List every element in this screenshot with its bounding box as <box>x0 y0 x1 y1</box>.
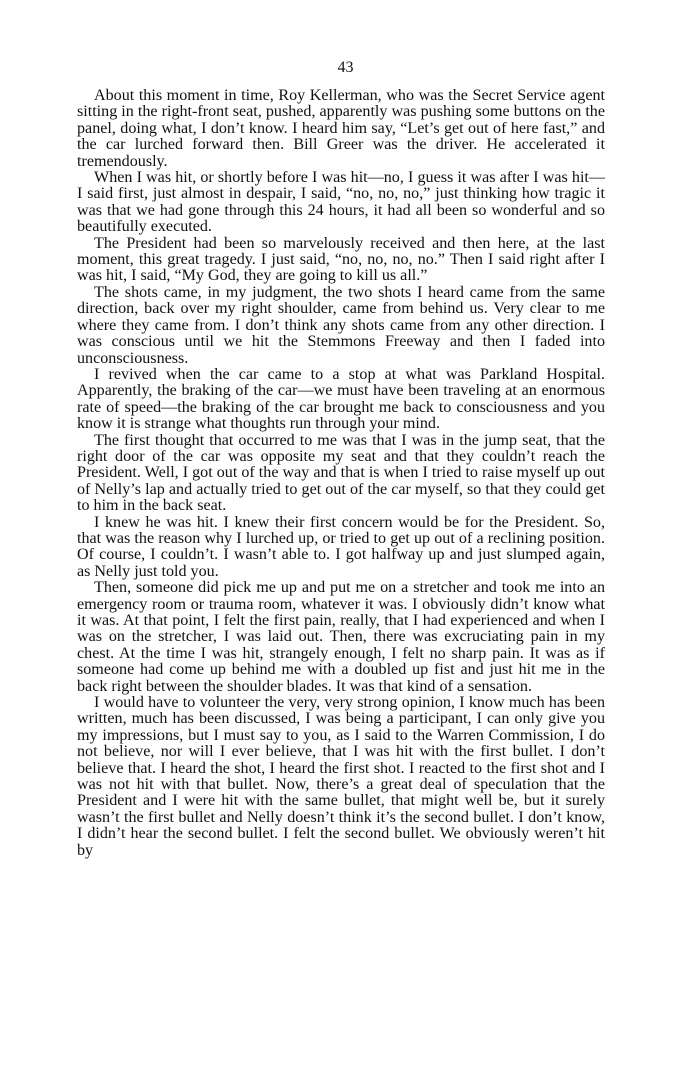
paragraph: About this moment in time, Roy Kellerman, who was the Secret Service agent sitting in the right-front seat, pushed, apparently was pushing some buttons on the panel, doing what, I don’t know. I heard him say, “Let’s get out of here fast,” and the car lurched forward then. Bill Greer was the driver. He accelerated it tremendously. <box>77 87 605 170</box>
body-text <box>77 88 605 859</box>
paragraph: When I was hit, or shortly before I was hit—no, I guess it was after I was hit—I said first, just almost in despair, I said, “no, no, no,” just thinking how tragic it was that we had gone through this 24 hours, it had all been so wonderful and so beautifully executed. <box>77 169 605 236</box>
paragraph: The President had been so marvelously received and then here, at the last moment, this great tragedy. I just said, “no, no, no, no.” Then I said right after I was hit, I said, “My God, they are going to kill us all.” <box>77 234 605 285</box>
paragraph: Then, someone did pick me up and put me on a stretcher and took me into an emergency room or trauma room, whatever it was. I obviously didn’t know what it was. At that point, I felt the first pain, really, that I had experienced and when I was on the stretcher, I was laid out. Then, there was excruciating pain in my chest. At the time I was hit, strangely enough, I felt no sharp pain. It was as if someone had come up behind me with a doubled up fist and just hit me in the back right between the shoulder blades. It was that kind of a sensation. <box>77 579 605 695</box>
paragraph: I revived when the car came to a stop at what was Parkland Hospital. Apparently, the braking of the car—we must have been traveling at an enormous rate of speed—the braking of the car brought me back to consciousness and you know it is strange what thoughts run through your mind. <box>77 365 605 433</box>
page-number: 43 <box>337 59 354 76</box>
paragraph: I would have to volunteer the very, very strong opinion, I know much has been written, much has been discussed, I was being a participant, I can only give you my impressions, but I must say to you, as I said to the Warren Commission, I do not believe, nor will I ever believe, that I was hit with the first bullet. I don’t believe that. I heard the shot, I heard the first shot. I reacted to the first shot and I was not hit with that bullet. Now, there’s a great deal of speculation that the President and I were hit with the same bullet, that might well be, but it surely wasn’t the first bullet and Nelly doesn’t think it’s the second bullet. I don’t know, I didn’t hear the second bullet. I felt the second bullet. We obviously weren’t hit by <box>77 694 605 859</box>
paragraph: I knew he was hit. I knew their first concern would be for the President. So, that was the reason why I lurched up, or tried to get up out of a reclining position. Of course, I couldn’t. I wasn’t able to. I got halfway up and just slumped again, as Nelly just told you. <box>77 513 605 580</box>
paragraph: The shots came, in my judgment, the two shots I heard came from the same direction, back over my right shoulder, came from behind us. Very clear to me where they came from. I don’t think any shots came from any other direction. I was conscious until we hit the Stemmons Freeway and then I faded into unconsciousness. <box>77 283 605 367</box>
paragraph: The first thought that occurred to me was that I was in the jump seat, that the right door of the car was opposite my seat and that they couldn’t reach the President. Well, I got out of the way and that is when I tried to raise myself up out of Nelly’s lap and actually tried to get out of the car myself, so that they could get to him in the back seat. <box>77 431 605 515</box>
